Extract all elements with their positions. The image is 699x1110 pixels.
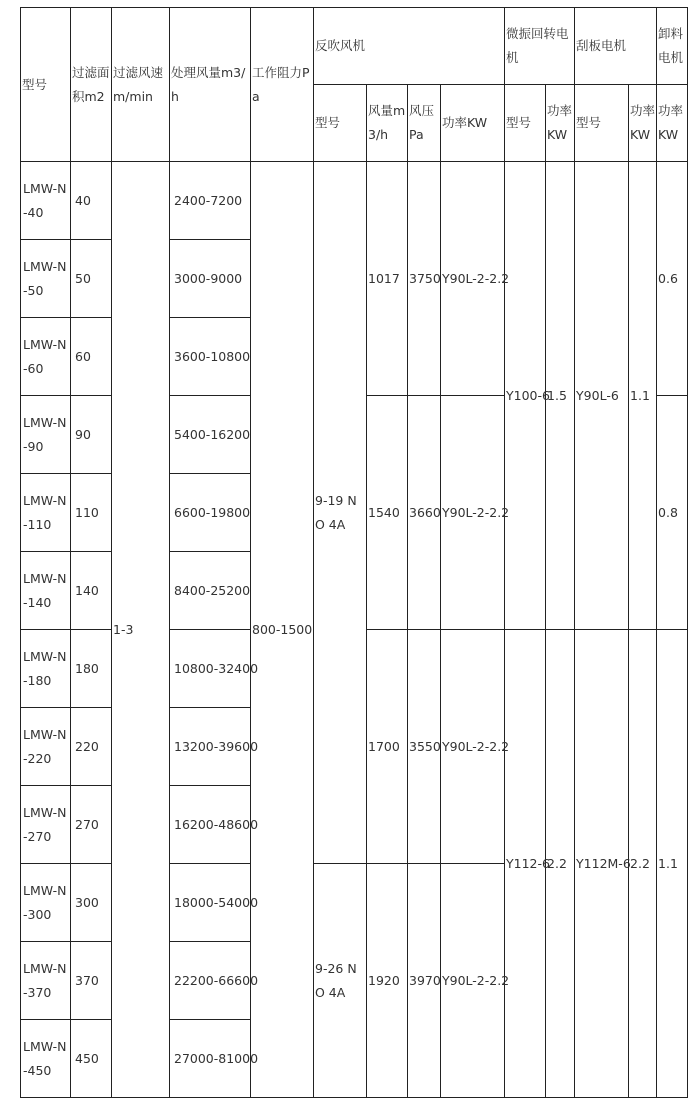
cell-area: 110 <box>71 474 112 552</box>
cell-airflow: 5400-16200 <box>170 396 251 474</box>
header-vib-power: 功率KW <box>546 85 575 162</box>
cell-model: LMW-N-140 <box>21 552 71 630</box>
cell-area: 180 <box>71 630 112 708</box>
cell-vib-model-a: Y100-6 <box>505 162 546 630</box>
cell-fan-flow-1: 1017 <box>367 162 408 396</box>
cell-vib-model-b: Y112-6 <box>505 630 546 1098</box>
cell-model: LMW-N-50 <box>21 240 71 318</box>
cell-dis-power-a: 0.6 <box>657 162 688 396</box>
cell-model: LMW-N-110 <box>21 474 71 552</box>
header-row-1 <box>21 8 688 85</box>
cell-airflow: 16200-48600 <box>170 786 251 864</box>
cell-airflow: 18000-54000 <box>170 864 251 942</box>
spec-table <box>20 7 688 1098</box>
cell-model: LMW-N-60 <box>21 318 71 396</box>
cell-airflow: 3000-9000 <box>170 240 251 318</box>
header-dis-power: 功率KW <box>657 85 688 162</box>
cell-fan-pressure-3: 3550 <box>408 630 441 864</box>
cell-area: 90 <box>71 396 112 474</box>
header-scr-model: 型号 <box>575 85 629 162</box>
table-body <box>21 8 688 1098</box>
cell-velocity: 1-3 <box>112 162 170 1098</box>
cell-scr-model-a: Y90L-6 <box>575 162 629 630</box>
cell-model: LMW-N-450 <box>21 1020 71 1098</box>
cell-fan-model-a: 9-19 NO 4A <box>314 162 367 864</box>
cell-area: 140 <box>71 552 112 630</box>
cell-area: 60 <box>71 318 112 396</box>
cell-scr-model-b: Y112M-6 <box>575 630 629 1098</box>
cell-fan-pressure-4: 3970 <box>408 864 441 1098</box>
cell-scr-power-a: 1.1 <box>629 162 657 630</box>
cell-model: LMW-N-90 <box>21 396 71 474</box>
header-model: 型号 <box>21 8 71 162</box>
cell-airflow: 13200-39600 <box>170 708 251 786</box>
cell-dis-power-c: 1.1 <box>657 630 688 1098</box>
header-vib-model: 型号 <box>505 85 546 162</box>
header-air-volume: 处理风量m3/h <box>170 8 251 162</box>
cell-fan-flow-4: 1920 <box>367 864 408 1098</box>
cell-airflow: 10800-32400 <box>170 630 251 708</box>
cell-resistance: 800-1500 <box>251 162 314 1098</box>
cell-fan-power-3: Y90L-2-2.2 <box>441 630 505 864</box>
cell-dis-power-b: 0.8 <box>657 396 688 630</box>
cell-airflow: 27000-81000 <box>170 1020 251 1098</box>
cell-fan-model-b: 9-26 NO 4A <box>314 864 367 1098</box>
cell-model: LMW-N-40 <box>21 162 71 240</box>
cell-area: 40 <box>71 162 112 240</box>
cell-fan-pressure-2: 3660 <box>408 396 441 630</box>
header-fan: 反吹风机 <box>314 8 505 85</box>
cell-fan-power-2: Y90L-2-2.2 <box>441 396 505 630</box>
header-fan-pressure: 风压Pa <box>408 85 441 162</box>
cell-airflow: 8400-25200 <box>170 552 251 630</box>
header-vibration-motor: 微振回转电机 <box>505 8 575 85</box>
cell-fan-power-4: Y90L-2-2.2 <box>441 864 505 1098</box>
cell-airflow: 6600-19800 <box>170 474 251 552</box>
cell-model: LMW-N-220 <box>21 708 71 786</box>
cell-scr-power-b: 2.2 <box>629 630 657 1098</box>
cell-area: 370 <box>71 942 112 1020</box>
header-filter-velocity: 过滤风速m/min <box>112 8 170 162</box>
header-fan-power: 功率KW <box>441 85 505 162</box>
cell-fan-flow-3: 1700 <box>367 630 408 864</box>
cell-fan-flow-2: 1540 <box>367 396 408 630</box>
header-scr-power: 功率KW <box>629 85 657 162</box>
cell-fan-pressure-1: 3750 <box>408 162 441 396</box>
cell-model: LMW-N-300 <box>21 864 71 942</box>
cell-model: LMW-N-180 <box>21 630 71 708</box>
cell-fan-power-1: Y90L-2-2.2 <box>441 162 505 396</box>
header-fan-model: 型号 <box>314 85 367 162</box>
cell-model: LMW-N-370 <box>21 942 71 1020</box>
cell-airflow: 22200-66600 <box>170 942 251 1020</box>
cell-area: 270 <box>71 786 112 864</box>
header-filter-area: 过滤面积m2 <box>71 8 112 162</box>
cell-vib-power-b: 2.2 <box>546 630 575 1098</box>
cell-area: 300 <box>71 864 112 942</box>
header-discharge-motor: 卸料电机 <box>657 8 688 85</box>
cell-model: LMW-N-270 <box>21 786 71 864</box>
cell-vib-power-a: 1.5 <box>546 162 575 630</box>
header-fan-flow: 风量m3/h <box>367 85 408 162</box>
cell-area: 220 <box>71 708 112 786</box>
cell-airflow: 3600-10800 <box>170 318 251 396</box>
cell-area: 450 <box>71 1020 112 1098</box>
cell-airflow: 2400-7200 <box>170 162 251 240</box>
cell-area: 50 <box>71 240 112 318</box>
header-scraper-motor: 刮板电机 <box>575 8 657 85</box>
header-resistance: 工作阻力Pa <box>251 8 314 162</box>
table-row <box>21 162 688 240</box>
